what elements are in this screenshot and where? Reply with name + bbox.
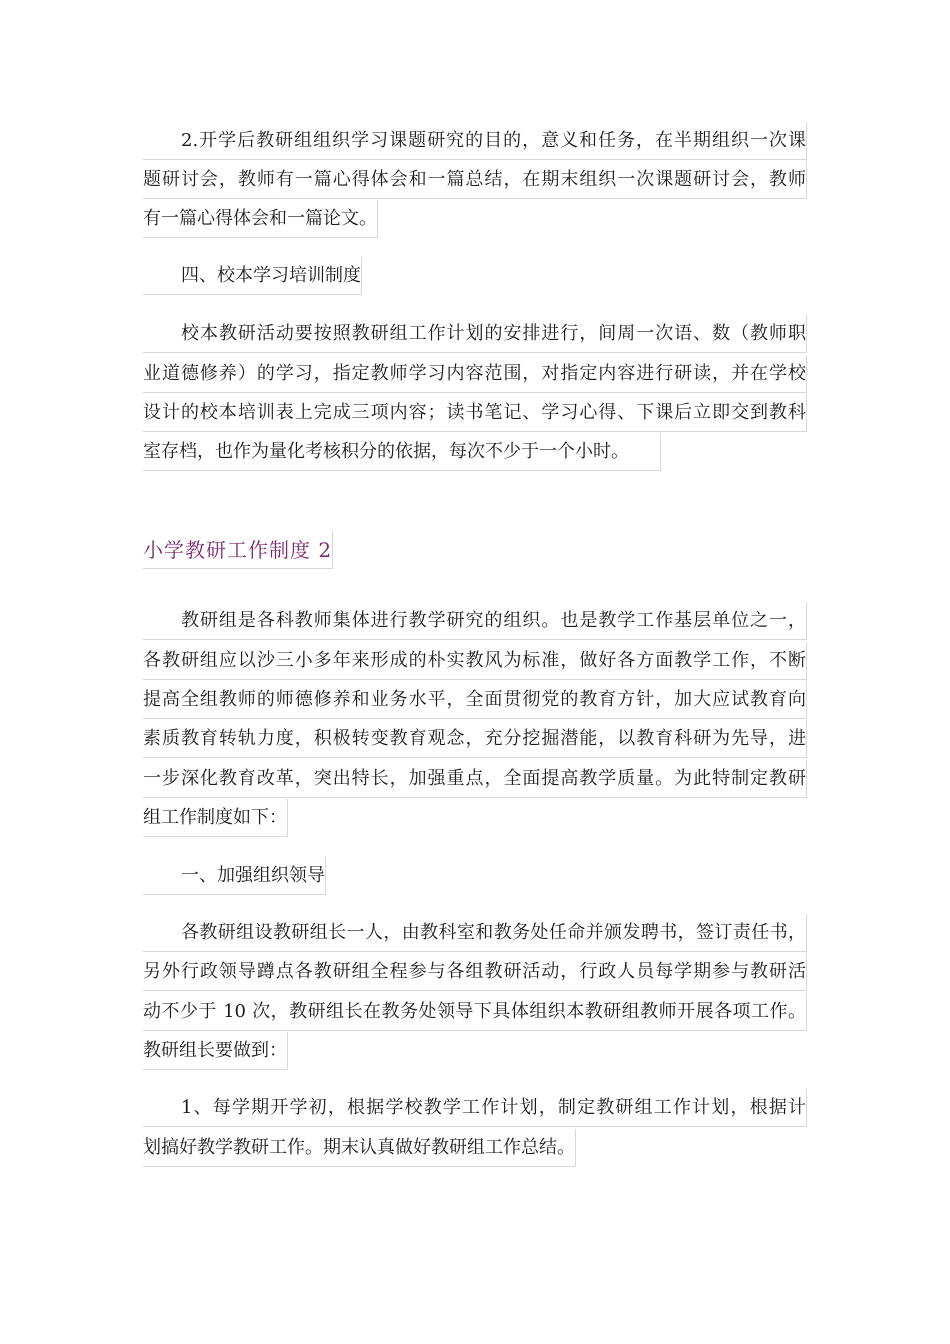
paragraph-line: 提高全组教师的师德修养和业务水平，全面贯彻党的教育方针，加大应试教育向 xyxy=(143,681,807,719)
paragraph-line: 素质教育转轨力度，积极转变教育观念，充分挖掘潜能，以教育科研为先导，进 xyxy=(143,720,807,758)
paragraph-line: 室存档，也作为量化考核积分的依据，每次不少于一个小时。 xyxy=(143,433,661,471)
paragraph-line: 各教研组设教研组长一人，由教科室和教务处任命并颁发聘书，签订责任书， xyxy=(143,914,807,952)
paragraph-line: 划搞好教学教研工作。期末认真做好教研组工作总结。 xyxy=(143,1129,576,1167)
paragraph-line: 题研讨会，教师有一篇心得体会和一篇总结，在期末组织一次课题研讨会，教师 xyxy=(143,161,807,199)
paragraph-line: 2.开学后教研组组织学习课题研究的目的，意义和任务，在半期组织一次课 xyxy=(143,122,807,160)
paragraph-line: 教研组是各科教师集体进行教学研究的组织。也是教学工作基层单位之一， xyxy=(143,602,807,640)
paragraph-line: 另外行政领导蹲点各教研组全程参与各组教研活动，行政人员每学期参与教研活 xyxy=(143,953,807,991)
paragraph-line: 1、每学期开学初，根据学校教学工作计划，制定教研组工作计划，根据计 xyxy=(143,1089,807,1127)
paragraph-line: 一步深化教育改革，突出特长，加强重点，全面提高教学质量。为此特制定教研 xyxy=(143,760,807,798)
paragraph-line: 各教研组应以沙三小多年来形成的朴实教风为标准，做好各方面教学工作，不断 xyxy=(143,642,807,680)
paragraph-line: 教研组长要做到： xyxy=(143,1032,288,1070)
paragraph-line: 有一篇心得体会和一篇论文。 xyxy=(143,200,378,238)
paragraph-line: 校本教研活动要按照教研组工作计划的安排进行，间周一次语、数（教师职 xyxy=(143,315,807,353)
section-title: 小学教研工作制度 2 xyxy=(143,531,333,569)
section-heading: 四、校本学习培训制度 xyxy=(143,257,362,295)
paragraph-line: 设计的校本培训表上完成三项内容；读书笔记、学习心得、下课后立即交到教科 xyxy=(143,394,807,432)
section-heading: 一、加强组织领导 xyxy=(143,857,326,895)
paragraph-line: 组工作制度如下： xyxy=(143,799,288,837)
paragraph-line: 动不少于 10 次，教研组长在教务处领导下具体组织本教研组教师开展各项工作。 xyxy=(143,993,807,1031)
paragraph-line: 业道德修养）的学习，指定教师学习内容范围，对指定内容进行研读，并在学校 xyxy=(143,355,807,393)
